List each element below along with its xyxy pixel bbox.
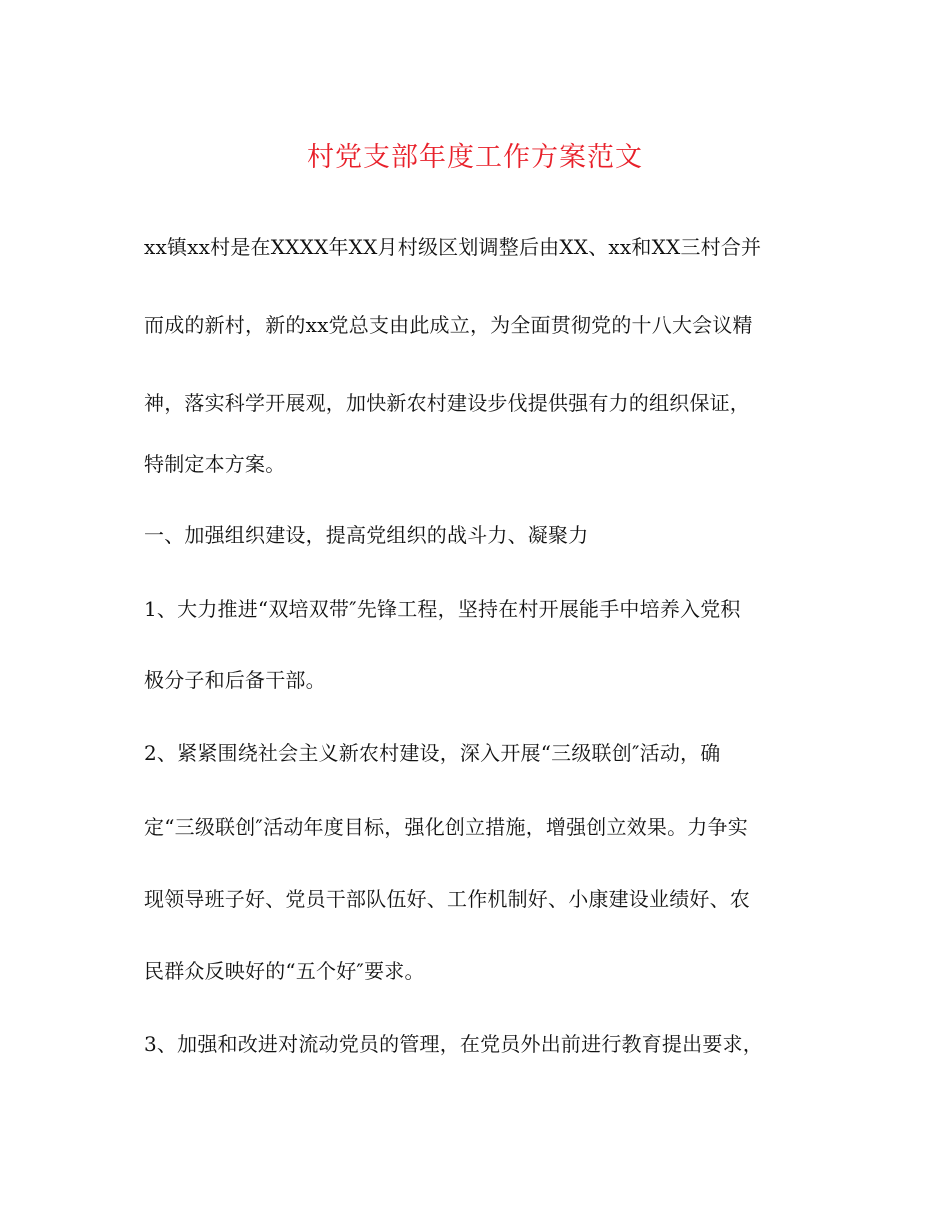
- body-line: 神，落实科学开展观，加快新农村建设步伐提供强有力的组织保证，: [144, 391, 750, 415]
- body-line: 民群众反映好的“五个好″要求。: [144, 959, 425, 983]
- body-line: 2、紧紧围绕社会主义新农村建设，深入开展“三级联创″活动，确: [144, 741, 721, 765]
- body-line: 3、加强和改进对流动党员的管理，在党员外出前进行教育提出要求，: [144, 1032, 763, 1056]
- body-line: 1、大力推进“双培双带″先锋工程，坚持在村开展能手中培养入党积: [144, 597, 741, 621]
- body-line: 现领导班子好、党员干部队伍好、工作机制好、小康建设业绩好、农: [144, 887, 750, 911]
- body-line: 极分子和后备干部。: [144, 668, 326, 692]
- body-line: 而成的新村，新的xx党总支由此成立，为全面贯彻党的十八大会议精: [144, 313, 753, 337]
- section-heading: 一、加强组织建设，提高党组织的战斗力、凝聚力: [144, 523, 589, 547]
- body-line: xx镇xx村是在XXXX年XX月村级区划调整后由XX、xx和XX三村合并: [144, 235, 762, 259]
- body-line: 特制定本方案。: [144, 452, 286, 476]
- body-line: 定“三级联创″活动年度目标，强化创立措施，增强创立效果。力争实: [144, 815, 748, 839]
- document-title: 村党支部年度工作方案范文: [307, 142, 643, 173]
